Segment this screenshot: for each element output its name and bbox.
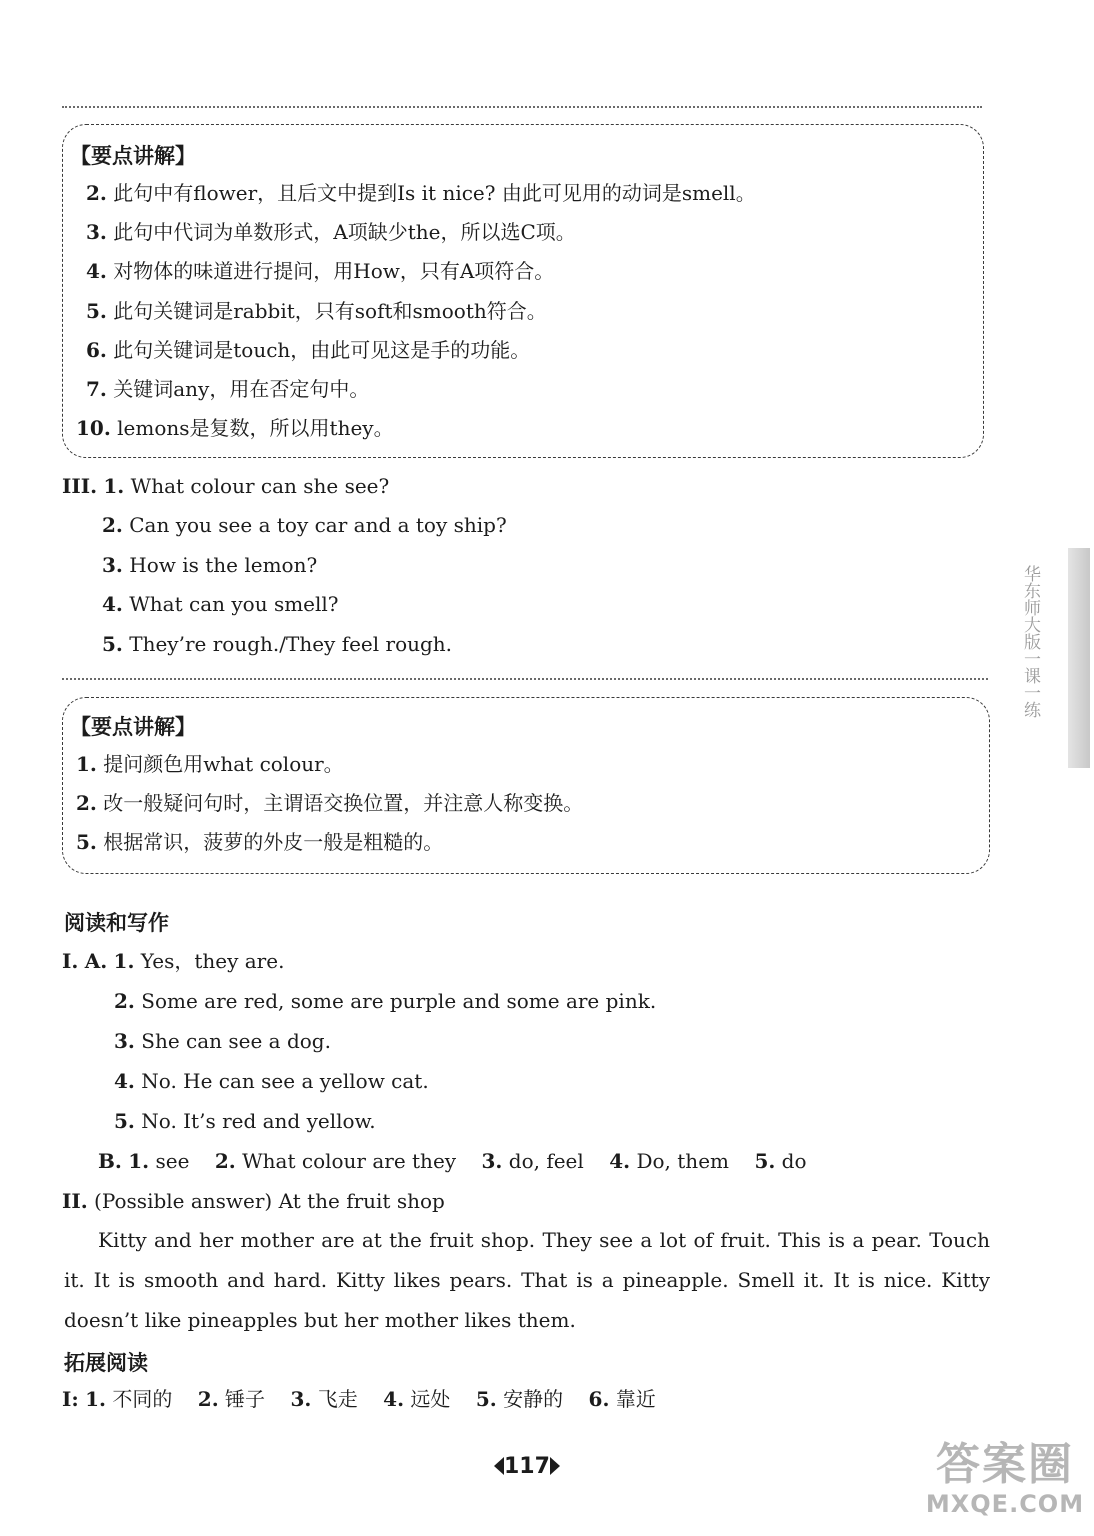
box1-line-4: 5. 此句关键词是rabbit，只有soft和smooth符合。 [86,299,547,323]
partA-item-5: 5. No. It’s red and yellow. [114,1109,376,1133]
partA-item-3: 3. She can see a dog. [114,1029,331,1053]
partA-item-2: 2. Some are red, some are purple and some are pink. [114,989,657,1013]
section3-item-4: 4. What can you smell? [102,592,339,616]
key-points-title-1: 【要点讲解】 [70,143,196,168]
middle-divider [62,678,988,680]
top-divider [62,106,982,108]
extended-items-row: I: 1. 不同的 2. 锤子 3. 飞走 4. 远处 5. 安静的 6. 靠近 [62,1387,656,1411]
key-points-title-2: 【要点讲解】 [70,714,196,739]
box1-line-7: 10. lemons是复数，所以用they。 [76,416,394,440]
watermark-url: MXQE.COM [925,1490,1085,1518]
box1-line-6: 7. 关键词any，用在否定句中。 [86,377,370,401]
watermark-logo-text: 答案圈 [936,1439,1074,1490]
page-edge-tab [1068,548,1090,768]
partA-item-4: 4. No. He can see a yellow cat. [114,1069,429,1093]
key-points-box-1 [62,124,984,458]
box1-line-3: 4. 对物体的味道进行提问，用How，只有A项符合。 [86,259,555,283]
page-number: 117 [494,1454,560,1479]
right-triangle-icon [550,1457,560,1475]
section3-item-5: 5. They’re rough./They feel rough. [102,632,453,656]
partA-item-1: I. A. 1. Yes，they are. [62,949,285,973]
reading-writing-heading: 阅读和写作 [64,910,169,935]
box1-line-1: 2. 此句中有flower，且后文中提到Is it nice? 由此可见用的动词是smell。 [86,181,756,205]
box2-line-1: 1. 提问颜色用what colour。 [76,752,344,776]
extended-reading-heading: 拓展阅读 [64,1350,148,1375]
left-triangle-icon [494,1457,504,1475]
section3-item-1: III. 1. What colour can she see? [62,474,390,498]
side-book-label: 华东师大版一课一练 [1020,565,1040,718]
partB-row: B. 1. see 2. What colour are they 3. do, feel 4. Do, them 5. do [98,1149,807,1173]
box1-line-5: 6. 此句关键词是touch，由此可见这是手的功能。 [86,338,531,362]
box2-line-3: 5. 根据常识，菠萝的外皮一般是粗糙的。 [76,830,444,854]
part2-title: II. (Possible answer) At the fruit shop [62,1189,445,1213]
box2-line-2: 2. 改一般疑问句时，主谓语交换位置，并注意人称变换。 [76,791,584,815]
section3-item-2: 2. Can you see a toy car and a toy ship? [102,513,507,537]
watermark [920,1440,1090,1518]
box1-line-2: 3. 此句中代词为单数形式，A项缺少the，所以选C项。 [86,220,576,244]
section3-item-3: 3. How is the lemon? [102,553,318,577]
essay-passage: Kitty and her mother are at the fruit shop. They see a lot of fruit. This is a pear. Touch it. It is smooth and hard. Kitty likes pears. That is a pineapple. Smell it. It is nice. Kitty doesn’t like pineapples but her mother likes them. [64,1228,990,1332]
